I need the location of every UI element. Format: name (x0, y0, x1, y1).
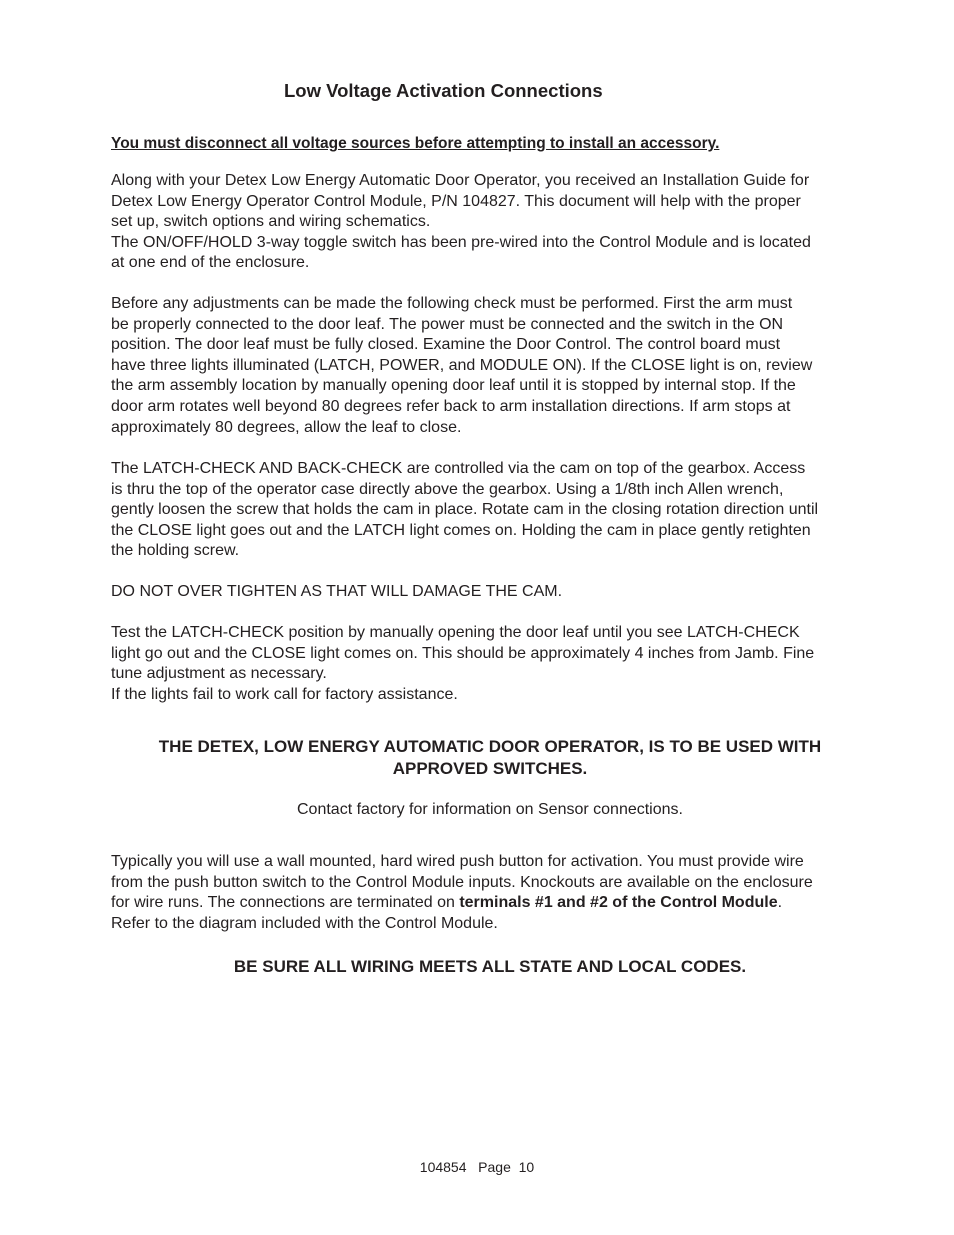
paragraph-line: Test the LATCH-CHECK position by manually opening the door leaf until you see LATCH-CHECK (111, 624, 800, 641)
caution-text: DO NOT OVER TIGHTEN AS THAT WILL DAMAGE THE CAM. (111, 583, 563, 600)
sensor-note: Contact factory for information on Sensor connections. (297, 801, 683, 818)
paragraph-line: position. The door leaf must be fully closed. Examine the Door Control. The control board must (111, 336, 781, 354)
paragraph-line: The LATCH-CHECK AND BACK-CHECK are controlled via the cam on top of the gearbox. Access (111, 460, 806, 477)
paragraph-line: door arm rotates well beyond 80 degrees refer back to arm installation directions. If arm stops at (111, 397, 791, 415)
paragraph-line: Before any adjustments can be made the following check must be performed. First the arm must (111, 295, 793, 312)
warning-text: You must disconnect all voltage sources before attempting to install an accessory. (111, 135, 720, 152)
paragraph-line: the arm assembly location by manually opening door leaf until it is stopped by internal stop. If the (111, 377, 796, 395)
paragraph-line: If the lights fail to work call for factory assistance. (111, 685, 458, 703)
test-paragraph (111, 623, 873, 705)
paragraph-line: have three lights illuminated (LATCH, POWER, and MODULE ON). If the CLOSE light is on, review (111, 356, 813, 374)
push-button-paragraph (111, 852, 873, 934)
paragraph-line: gently loosen the screw that holds the cam in place. Rotate cam in the closing rotation direction until (111, 501, 819, 519)
notice-line: APPROVED SWITCHES. (392, 759, 588, 778)
paragraph-line: at one end of the enclosure. (111, 254, 310, 272)
wiring-codes-notice: BE SURE ALL WIRING MEETS ALL STATE AND LOCAL CODES. (233, 957, 747, 976)
intro-paragraph (111, 171, 873, 274)
notice-line: THE DETEX, LOW ENERGY AUTOMATIC DOOR OPERATOR, IS TO BE USED WITH (158, 737, 822, 756)
paragraph-line: light go out and the CLOSE light comes on. This should be approximately 4 inches from Jamb. Fine (111, 644, 815, 662)
page-title: Low Voltage Activation Connections (284, 80, 603, 101)
approved-switches-notice (100, 736, 880, 780)
terminals-emphasis: terminals #1 and #2 of the Control Module (459, 894, 778, 912)
check-paragraph (111, 294, 873, 438)
paragraph-line: from the push button switch to the Control Module inputs. Knockouts are available on the enclosure (111, 873, 813, 891)
paragraph-line: Detex Low Energy Operator Control Module, P/N 104827. This document will help with the proper (111, 192, 801, 210)
paragraph-line: The ON/OFF/HOLD 3-way toggle switch has been pre-wired into the Control Module and is located (111, 233, 811, 251)
caution-paragraph (111, 582, 873, 603)
paragraph-line (111, 893, 873, 914)
paragraph-line: is thru the top of the operator case directly above the gearbox. Using a 1/8th inch Allen wrench, (111, 480, 784, 498)
paragraph-line: the CLOSE light goes out and the LATCH light comes on. Holding the cam in place gently retighten (111, 521, 811, 539)
paragraph-line: set up, switch options and wiring schematics. (111, 213, 431, 231)
paragraph-text: for wire runs. The connections are terminated on (111, 894, 460, 912)
paragraph-text: . (777, 894, 783, 912)
paragraph-line: Refer to the diagram included with the Control Module. (111, 914, 498, 932)
paragraph-line: tune adjustment as necessary. (111, 665, 327, 683)
paragraph-line: the holding screw. (111, 542, 240, 560)
paragraph-line: Typically you will use a wall mounted, hard wired push button for activation. You must provide wire (111, 853, 804, 870)
page-footer: 104854 Page 10 (419, 1159, 535, 1175)
paragraph-line: Along with your Detex Low Energy Automatic Door Operator, you received an Installation Guide for (111, 172, 810, 189)
paragraph-line: approximately 80 degrees, allow the leaf to close. (111, 418, 462, 436)
latch-check-paragraph (111, 459, 873, 562)
paragraph-line: be properly connected to the door leaf. The power must be connected and the switch in the ON (111, 315, 784, 333)
